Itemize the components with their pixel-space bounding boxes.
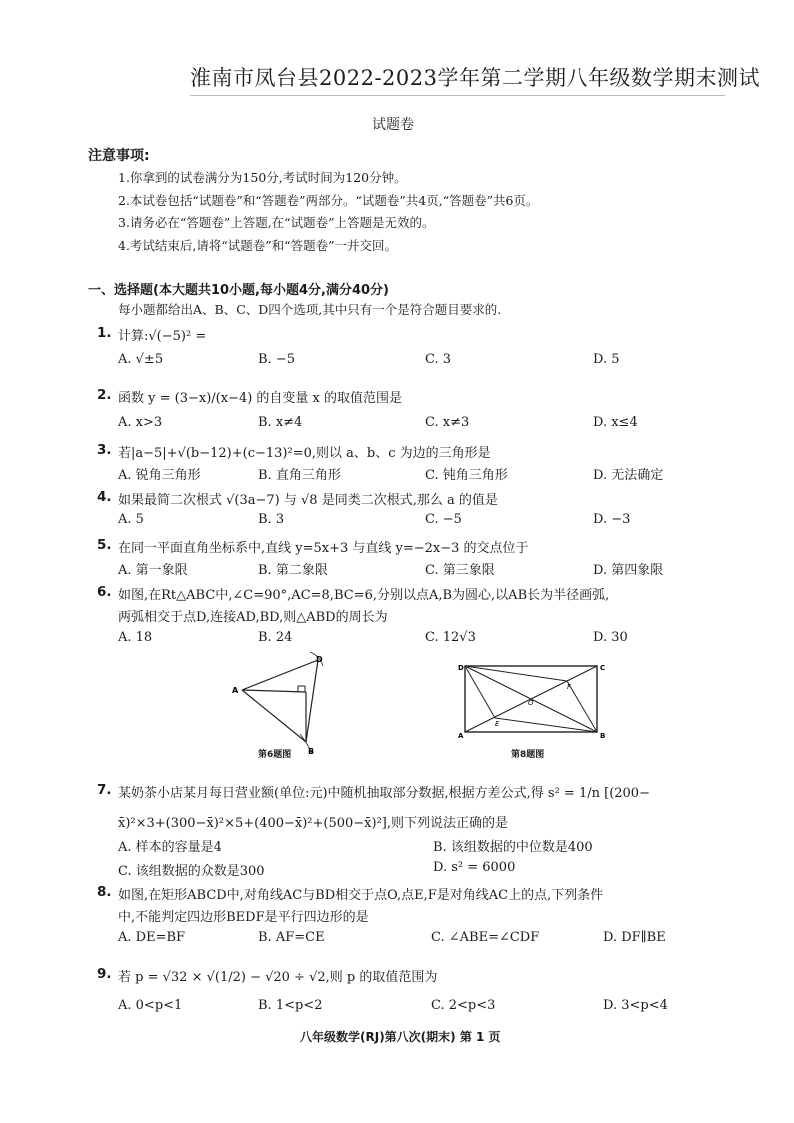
question-number: 2. (97, 387, 112, 403)
fig8-label-c: C (600, 664, 606, 672)
section-heading: 一、选择题(本大题共10小题,每小题4分,满分40分) (88, 283, 389, 298)
figure-6 (228, 650, 338, 762)
option-d: D. 30 (593, 630, 628, 645)
option-a: A. DE=BF (118, 930, 186, 945)
option-a: A. 样本的容量是4 (118, 840, 222, 855)
question-text-line2: 两弧相交于点D,连接AD,BD,则△ABD的周长为 (118, 610, 388, 625)
question-text: 函数 y = (3−x)/(x−4) 的自变量 x 的取值范围是 (118, 391, 403, 406)
question-number: 5. (97, 537, 112, 553)
page-footer: 八年级数学(RJ)第八次(期末) 第 1 页 (300, 1030, 501, 1044)
exam-subtitle: 试题卷 (372, 117, 414, 133)
fig8-label-f: F (567, 683, 572, 691)
option-b: B. 3 (258, 512, 285, 527)
question-text: 如果最简二次根式 √(3a−7) 与 √8 是同类二次根式,那么 a 的值是 (118, 493, 498, 508)
option-a: A. 0<p<1 (118, 998, 183, 1013)
exam-title: 淮南市凤台县2022-2023学年第二学期八年级数学期末测试 (190, 66, 760, 90)
option-c: C. −5 (425, 512, 462, 527)
option-b: B. x≠4 (258, 415, 303, 430)
fig8-label-b: B (600, 732, 606, 740)
question-number: 6. (97, 584, 112, 600)
option-d: D. 3<p<4 (603, 998, 668, 1013)
option-a: A. 18 (118, 630, 153, 645)
option-c: C. 该组数据的众数是300 (118, 864, 265, 879)
title-rule (190, 95, 725, 96)
option-b: B. 第二象限 (258, 563, 328, 578)
option-b: B. −5 (258, 352, 295, 367)
option-a: A. √±5 (118, 352, 164, 367)
fig8-label-d: D (458, 664, 464, 672)
question-text: 若|a−5|+√(b−12)+(c−13)²=0,则以 a、b、c 为边的三角形是 (118, 446, 491, 461)
option-d: D. s² = 6000 (433, 860, 516, 875)
note-item: 1.你拿到的试卷满分为150分,考试时间为120分钟。 (118, 170, 407, 185)
option-d: D. x≤4 (593, 415, 638, 430)
question-number: 3. (97, 442, 112, 458)
fig6-label-d: D (316, 655, 323, 664)
option-a: A. x>3 (118, 415, 163, 430)
option-b: B. 该组数据的中位数是400 (433, 840, 593, 855)
question-number: 4. (97, 489, 112, 505)
option-c: C. ∠ABE=∠CDF (431, 930, 540, 945)
question-text-line2: x̄)²×3+(300−x̄)²×5+(400−x̄)²+(500−x̄)²],则下列说法正确的是 (118, 816, 509, 831)
fig6-label-a: A (232, 686, 239, 695)
option-d: D. 5 (593, 352, 620, 367)
note-item: 3.请务必在“答题卷”上答题,在“试题卷”上答题是无效的。 (118, 215, 435, 230)
option-d: D. DF∥BE (603, 930, 666, 945)
figure-6-caption: 第6题图 (258, 750, 292, 760)
option-c: C. 2<p<3 (431, 998, 496, 1013)
question-text: 如图,在矩形ABCD中,对角线AC与BD相交于点O,点E,F是对角线AC上的点,下列条件 (118, 888, 604, 903)
figure-8 (455, 660, 615, 742)
note-item: 4.考试结束后,请将“试题卷”和“答题卷”一并交回。 (118, 238, 397, 253)
notes-heading: 注意事项: (88, 148, 150, 164)
option-b: B. 直角三角形 (258, 468, 341, 483)
question-number: 8. (97, 884, 112, 900)
figure-8-caption: 第8题图 (511, 750, 545, 760)
option-c: C. 3 (425, 352, 452, 367)
option-b: B. 1<p<2 (258, 998, 323, 1013)
note-item: 2.本试卷包括“试题卷”和“答题卷”两部分。“试题卷”共4页,“答题卷”共6页。 (118, 193, 539, 208)
fig8-label-a: A (458, 732, 464, 740)
question-text: 在同一平面直角坐标系中,直线 y=5x+3 与直线 y=−2x−3 的交点位于 (118, 541, 529, 556)
question-number: 7. (97, 782, 112, 798)
option-b: B. AF=CE (258, 930, 325, 945)
option-d: D. 无法确定 (593, 468, 664, 483)
option-c: C. x≠3 (425, 415, 470, 430)
option-b: B. 24 (258, 630, 293, 645)
question-number: 9. (97, 966, 112, 982)
option-c: C. 第三象限 (425, 563, 495, 578)
section-description: 每小题都给出A、B、C、D四个选项,其中只有一个是符合题目要求的. (118, 302, 502, 317)
question-text: 如图,在Rt△ABC中,∠C=90°,AC=8,BC=6,分别以点A,B为圆心,以AB长为半径画弧, (118, 588, 610, 603)
fig8-label-e: E (495, 720, 500, 728)
option-d: D. −3 (593, 512, 631, 527)
option-a: A. 锐角三角形 (118, 468, 201, 483)
question-text: 若 p = √32 × √(1/2) − √20 ÷ √2,则 p 的取值范围为 (118, 970, 438, 985)
question-text-line2: 中,不能判定四边形BEDF是平行四边形的是 (118, 910, 369, 925)
option-a: A. 第一象限 (118, 563, 188, 578)
question-text: 计算:√(−5)² = (118, 329, 207, 344)
option-a: A. 5 (118, 512, 144, 527)
option-c: C. 钝角三角形 (425, 468, 508, 483)
option-d: D. 第四象限 (593, 563, 664, 578)
fig8-label-o: O (528, 699, 534, 707)
question-number: 1. (97, 325, 112, 341)
option-c: C. 12√3 (425, 630, 476, 645)
fig6-label-b: B (308, 747, 315, 756)
question-text: 某奶茶小店某月每日营业额(单位:元)中随机抽取部分数据,根据方差公式,得 s² = 1/n [(200− (118, 786, 650, 801)
